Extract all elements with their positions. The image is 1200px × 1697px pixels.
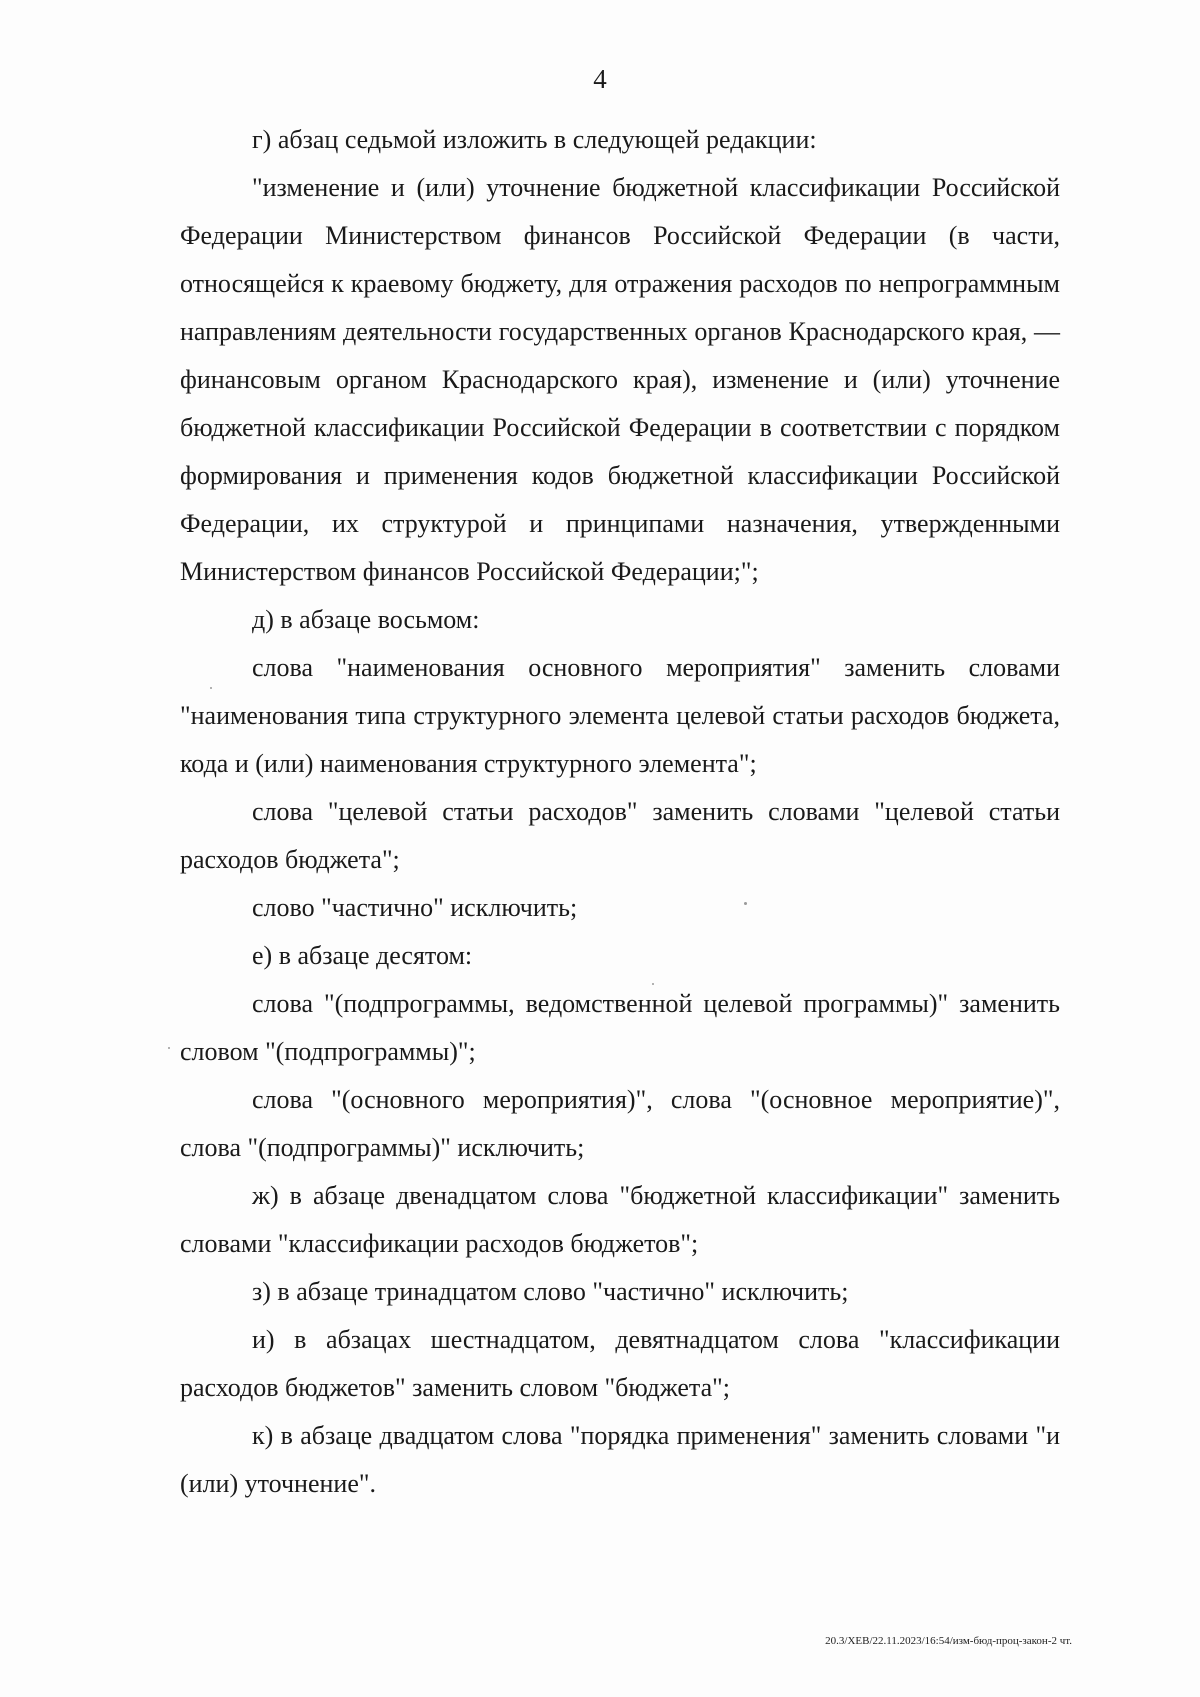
paragraph-d-1: слова "наименования основного мероприятия" заменить словами "наименования типа структурного элемента целевой статьи расходов бюджета, кода и (или) наименования структурного элемента";: [180, 653, 1060, 778]
footer-reference: 20.3/ХЕВ/22.11.2023/16:54/изм-бюд-проц-закон-2 чт.: [825, 1635, 1072, 1647]
paragraph-i: и) в абзацах шестнадцатом, девятнадцатом слова "классификации расходов бюджетов" заменить словом "бюджета";: [180, 1325, 1060, 1402]
document-body: [180, 116, 1060, 1508]
scan-speck: [652, 983, 654, 985]
paragraph-g: г) абзац седьмой изложить в следующей редакции:: [252, 125, 817, 154]
paragraph-k: к) в абзаце двадцатом слова "порядка применения" заменить словами "и (или) уточнение".: [180, 1421, 1060, 1498]
scan-speck: [210, 687, 212, 689]
paragraph-d: д) в абзаце восьмом:: [252, 605, 480, 634]
paragraph-zh: ж) в абзаце двенадцатом слова "бюджетной классификации" заменить словами "классификации расходов бюджетов";: [180, 1181, 1060, 1258]
paragraph-e-2: слова "(основного мероприятия)", слова "(основное мероприятие)", слова "(подпрограммы)" исключить;: [180, 1085, 1060, 1162]
paragraph-g-quote: "изменение и (или) уточнение бюджетной классификации Российской Федерации Министерством финансов Российской Федерации (в части, относящейся к краевому бюджету, для отражения расходов по непрограммным направлениям деятельности государственных органов Краснодарского края, — финансовым органом Краснодарского края), изменение и (или) уточнение бюджетной классификации Российской Федерации в соответствии с порядком формирования и применения кодов бюджетной классификации Российской Федерации, их структурой и принципами назначения, утвержденными Министерством финансов Российской Федерации;";: [180, 173, 1060, 586]
page-number: 4: [593, 64, 607, 94]
paragraph-e-1: слова "(подпрограммы, ведомственной целевой программы)" заменить словом "(подпрограммы)";: [180, 989, 1060, 1066]
scan-speck: [744, 902, 747, 905]
paragraph-d-3: слово "частично" исключить;: [252, 893, 578, 922]
paragraph-d-2: слова "целевой статьи расходов" заменить словами "целевой статьи расходов бюджета";: [180, 797, 1060, 874]
scan-speck: [168, 1047, 170, 1049]
paragraph-e: е) в абзаце десятом:: [252, 941, 473, 970]
paragraph-z: з) в абзаце тринадцатом слово "частично" исключить;: [252, 1277, 849, 1306]
